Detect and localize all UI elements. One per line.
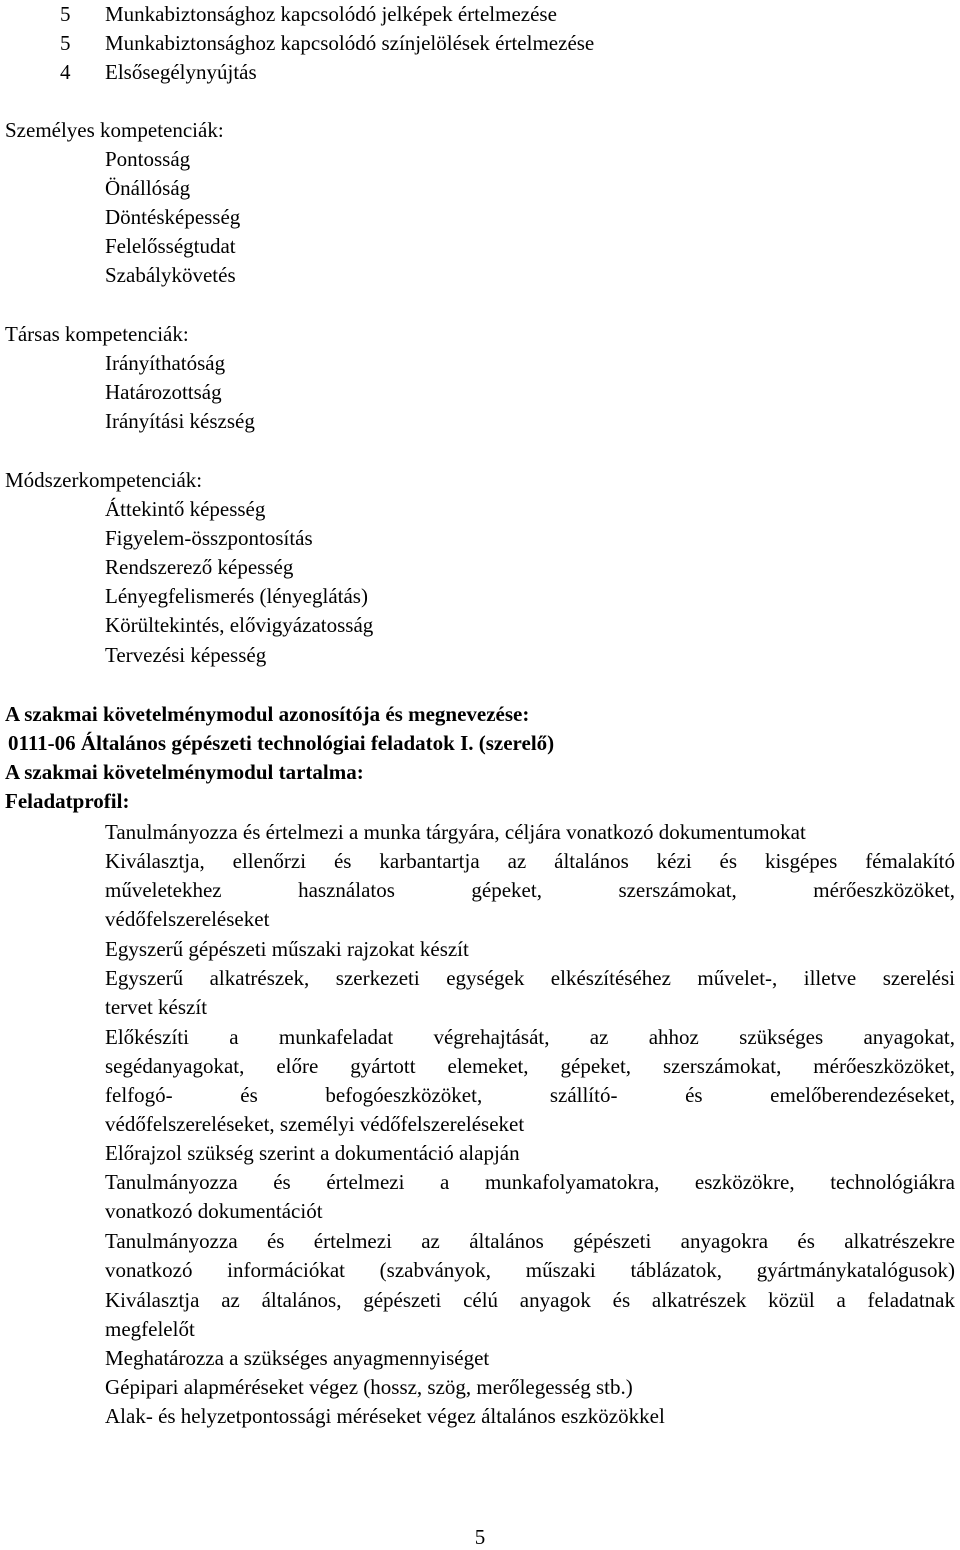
item-text: Munkabiztonsághoz kapcsolódó színjelölések értelmezése	[105, 31, 595, 55]
task-item: Meghatározza a szükséges anyagmennyiséget	[105, 1346, 490, 1370]
task-item-line: felfogó- és befogóeszközöket, szállító- és emelőberendezéseket,	[105, 1083, 955, 1107]
competency-item: Szabálykövetés	[105, 263, 236, 287]
task-item: Alak- és helyzetpontossági méréseket végez általános eszközökkel	[105, 1404, 665, 1428]
competency-item: Tervezési képesség	[105, 643, 267, 667]
task-item: Egyszerű gépészeti műszaki rajzokat készít	[105, 937, 469, 961]
task-item-line: vonatkozó információkat (szabványok, műszaki táblázatok, gyártmánykatalógusok)	[105, 1258, 955, 1282]
task-profile-heading: Feladatprofil:	[5, 789, 130, 813]
competency-item: Pontosság	[105, 147, 191, 171]
method-competencies-heading: Módszerkompetenciák:	[5, 468, 203, 492]
task-item-line: védőfelszereléseket, személyi védőfelszereléseket	[105, 1112, 525, 1136]
social-competencies-heading: Társas kompetenciák:	[5, 322, 189, 346]
task-item-line: segédanyagokat, előre gyártott elemeket, gépeket, szerszámokat, mérőeszközöket,	[105, 1054, 955, 1078]
task-item-line: műveletekhez használatos gépeket, szerszámokat, mérőeszközöket,	[105, 878, 955, 902]
task-item: Előrajzol szükség szerint a dokumentáció alapján	[105, 1141, 520, 1165]
competency-item: Áttekintő képesség	[105, 497, 266, 521]
competency-item: Felelősségtudat	[105, 234, 236, 258]
page-number: 5	[474, 1525, 486, 1549]
task-item-line: védőfelszereléseket	[105, 907, 270, 931]
task-item-line: tervet készít	[105, 995, 208, 1019]
item-level: 5	[60, 2, 71, 26]
task-item-line: Kiválasztja, ellenőrzi és karbantartja az általános kézi és kisgépes fémalakító	[105, 849, 955, 873]
task-item-line: Kiválasztja az általános, gépészeti célú anyagok és alkatrészek közül a feladatnak	[105, 1288, 955, 1312]
competency-item: Körültekintés, elővigyázatosság	[105, 613, 374, 637]
item-level: 5	[60, 31, 71, 55]
competency-item: Figyelem-összpontosítás	[105, 526, 313, 550]
task-item-line: vonatkozó dokumentációt	[105, 1199, 323, 1223]
competency-item: Döntésképesség	[105, 205, 241, 229]
task-item-line: megfelelőt	[105, 1317, 195, 1341]
competency-item: Határozottság	[105, 380, 222, 404]
module-content-heading: A szakmai követelménymodul tartalma:	[5, 760, 364, 784]
item-text: Elsősegélynyújtás	[105, 60, 257, 84]
personal-competencies-heading: Személyes kompetenciák:	[5, 118, 224, 142]
competency-item: Irányíthatóság	[105, 351, 226, 375]
item-text: Munkabiztonsághoz kapcsolódó jelképek értelmezése	[105, 2, 557, 26]
task-item: Gépipari alapméréseket végez (hossz, szög, merőlegesség stb.)	[105, 1375, 633, 1399]
module-id-heading: A szakmai követelménymodul azonosítója és megnevezése:	[5, 702, 530, 726]
task-item: Tanulmányozza és értelmezi a munka tárgyára, céljára vonatkozó dokumentumokat	[105, 820, 806, 844]
item-level: 4	[60, 60, 71, 84]
competency-item: Lényegfelismerés (lényeglátás)	[105, 584, 368, 608]
task-item-line: Egyszerű alkatrészek, szerkezeti egységek elkészítéséhez művelet-, illetve szerelési	[105, 966, 955, 990]
competency-item: Önállóság	[105, 176, 191, 200]
task-item-line: Előkészíti a munkafeladat végrehajtását, az ahhoz szükséges anyagokat,	[105, 1025, 955, 1049]
competency-item: Rendszerező képesség	[105, 555, 294, 579]
task-item-line: Tanulmányozza és értelmezi a munkafolyamatokra, eszközökre, technológiákra	[105, 1170, 955, 1194]
competency-item: Irányítási készség	[105, 409, 255, 433]
task-item-line: Tanulmányozza és értelmezi az általános gépészeti anyagokra és alkatrészekre	[105, 1229, 955, 1253]
module-code-title: 0111-06 Általános gépészeti technológiai feladatok I.	[8, 731, 474, 755]
module-id-line	[8, 731, 554, 755]
module-qualifier: (szerelő)	[473, 731, 555, 755]
